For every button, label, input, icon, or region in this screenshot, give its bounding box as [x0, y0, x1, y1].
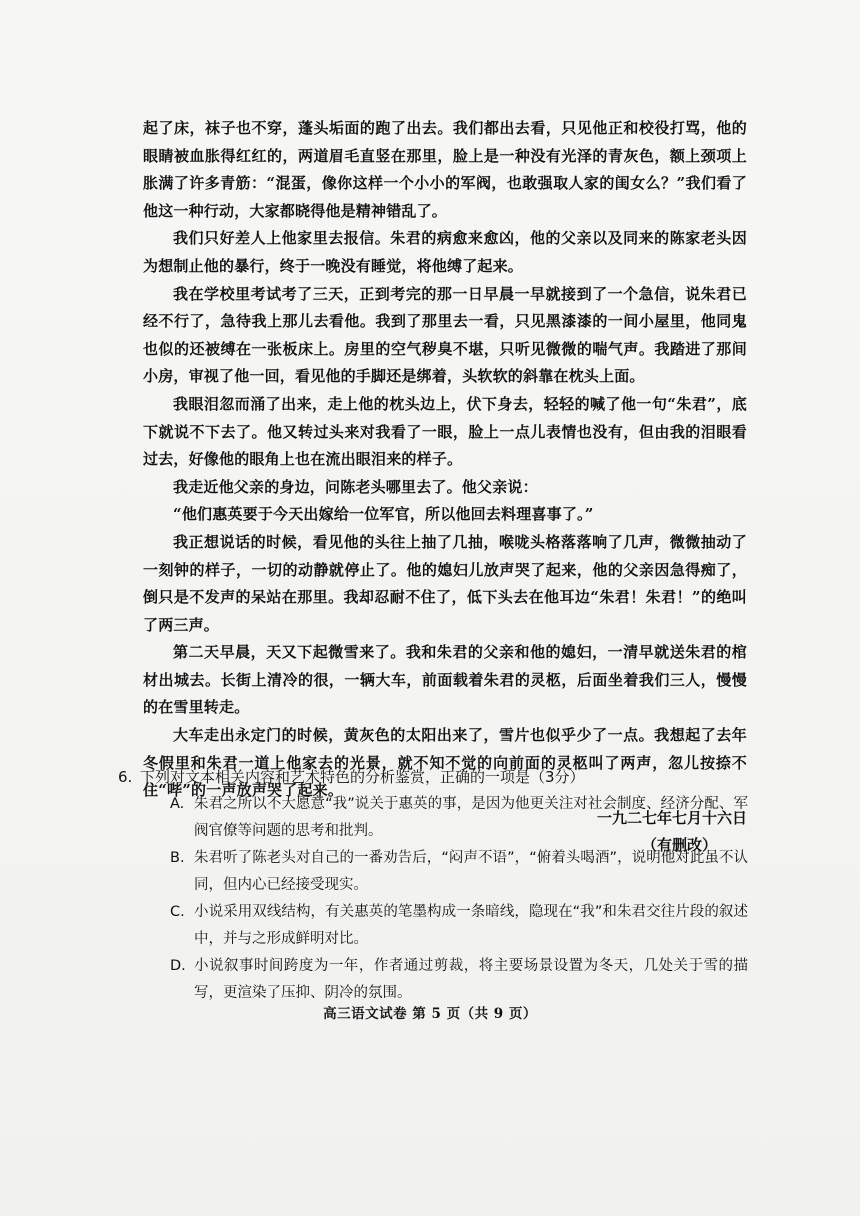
option-text: 小说采用双线结构，有关惠英的笔墨构成一条暗线，隐现在“我”和朱君交往片段的叙述中，并与之形成鲜明对比。	[194, 904, 748, 947]
question-6	[118, 764, 748, 1007]
page-footer: 高三语文试卷 第 5 页（共 9 页）	[323, 1006, 537, 1022]
option-letter: A.	[170, 796, 185, 812]
question-stem	[118, 764, 748, 791]
question-stem-text: 下列对文本相关内容和艺术特色的分析鉴赏，正确的一项是（3分）	[140, 768, 585, 786]
passage-edit-note: （有删改）	[641, 836, 717, 855]
question-number: 6.	[118, 768, 133, 786]
passage-paragraph-4: 我眼泪忽而涌了出来，走上他的枕头边上，伏下身去，轻轻的喊了他一句“朱君”，底下就说不下去了。他又转过头来对我看了一眼，脸上一点儿表情也没有，但由我的泪眼看过去，好像他的眼角上也在流出眼泪来的样子。	[143, 394, 747, 469]
option-letter: C.	[170, 904, 185, 920]
passage-paragraph-6: “他们惠英要于今天出嫁给一位军官，所以他回去料理喜事了。”	[173, 505, 594, 524]
option-text: 小说叙事时间跨度为一年，作者通过剪裁，将主要场景设置为冬天，几处关于雪的描写，更渲染了压抑、阴冷的氛围。	[194, 958, 748, 1001]
option-letter: D.	[170, 958, 186, 974]
option-b	[170, 845, 748, 899]
passage-paragraph-7: 我正想说话的时候，看见他的头往上抽了几抽，喉咙头格落落响了几声，微微抽动了一刻钟的样子，一切的动静就停止了。他的媳妇儿放声哭了起来，他的父亲因急得痴了，倒只是不发声的呆站在那里。我却忍耐不住了，低下头去在他耳边“朱君！朱君！”的绝叫了两三声。	[143, 532, 747, 634]
passage-paragraph-1: 起了床，袜子也不穿，蓬头垢面的跑了出去。我们都出去看，只见他正和校役打骂，他的眼睛被血胀得红红的，两道眉毛直竖在那里，脸上是一种没有光泽的青灰色，额上颈项上胀满了许多青筋：“混蛋，像你这样一个小小的军阀，也敢强取人家的闺女么？”我们看了他这一种行动，大家都晓得他是精神错乱了。	[143, 119, 747, 220]
passage-paragraph-2: 我们只好差人上他家里去报信。朱君的病愈来愈凶，他的父亲以及同来的陈家老头因为想制止他的暴行，终于一晚没有睡觉，将他缚了起来。	[143, 229, 747, 275]
option-text: 朱君之所以不大愿意“我”说关于惠英的事，是因为他更关注对社会制度、经济分配、军阀官僚等问题的思考和批判。	[194, 796, 748, 839]
passage-date: 一九二七年七月十六日	[596, 808, 747, 827]
passage-paragraph-3: 我在学校里考试考了三天，正到考完的那一日早晨一早就接到了一个急信，说朱君已经不行了，急待我上那儿去看他。我到了那里去一看，只见黑漆漆的一间小屋里，他同鬼也似的还被缚在一张板床上。房里的空气秽臭不堪，只听见微微的喘气声。我踏进了那间小房，审视了他一回，看见他的手脚还是绑着，头软软的斜靠在枕头上面。	[143, 284, 747, 386]
option-letter: B.	[170, 850, 185, 866]
passage-paragraph-5: 我走近他父亲的身边，问陈老头哪里去了。他父亲说：	[173, 477, 538, 496]
passage-paragraph-9: 大车走出永定门的时候，黄灰色的太阳出来了，雪片也似乎少了一点。我想起了去年冬假里和朱君一道上他家去的光景，就不知不觉的向前面的灵柩叫了两声，忽儿按捺不住“哔”的一声放声哭了起来。	[143, 726, 747, 800]
passage	[143, 115, 747, 860]
passage-paragraph-8: 第二天早晨，天又下起微雪来了。我和朱君的父亲和他的媳妇，一清早就送朱君的棺材出城去。长街上清冷的很，一辆大车，前面载着朱君的灵柩，后面坐着我们三人，慢慢的在雪里转走。	[143, 643, 747, 717]
option-d	[170, 953, 748, 1007]
option-text: 朱君听了陈老头对自己的一番劝告后，“闷声不语”，“俯着头喝酒”，说明他对此虽不认同，但内心已经接受现实。	[194, 850, 748, 893]
option-a	[170, 791, 748, 845]
option-c	[170, 899, 748, 953]
